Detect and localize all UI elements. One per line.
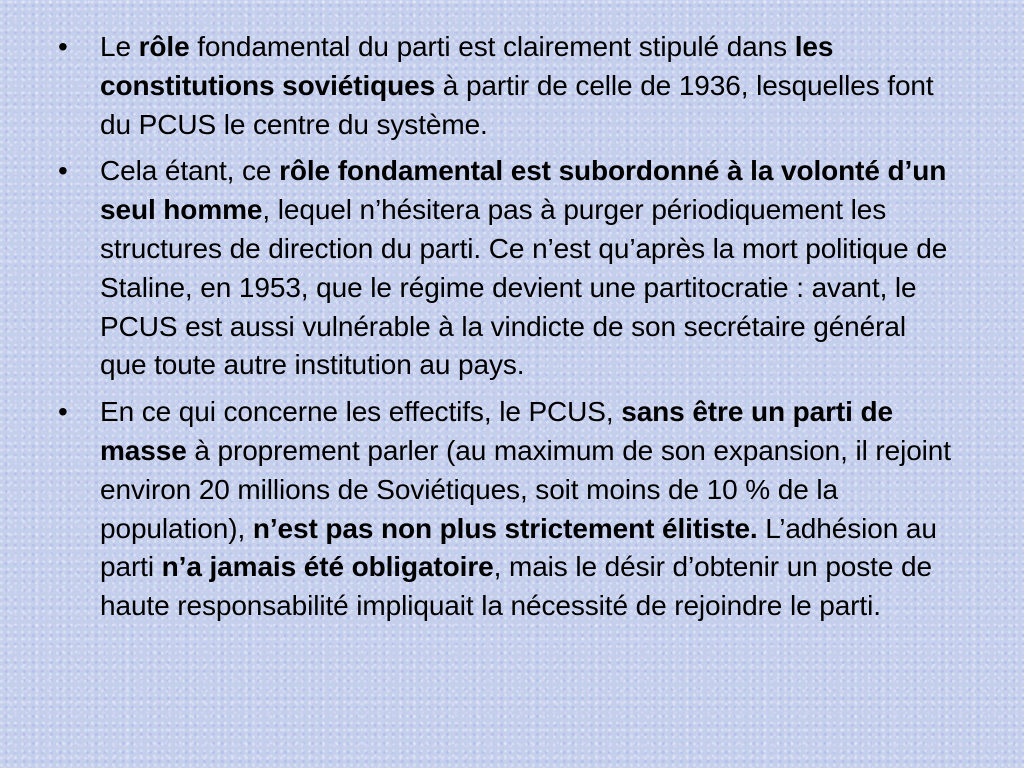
bullet-icon: • [58,396,68,428]
bullet-text-bold: n’est pas non plus strictement élitiste. [252,512,758,544]
bullet-text-bold: n’a jamais été obligatoire [161,551,494,583]
bullet-text-bold: rôle fondamental est subordonné à la volonté d’un seul homme [100,155,947,226]
bullet-item-3 [54,393,959,626]
bullet-icon: • [58,31,68,62]
bullet-text-run: L’adhésion au parti [100,512,937,583]
bullet-text-run: En ce qui concerne les effectifs, le PCUS, [100,396,622,428]
bullet-text-bold: sans être un parti de masse [100,396,893,466]
bullet-text-run: Le [100,31,139,62]
bullet-text-run: fondamental du parti est clairement stipulé dans [189,31,795,62]
bullet-text-run: Cela étant, ce [100,155,280,187]
bullet-list [54,28,959,626]
bullet-text-bold: les constitutions soviétiques [100,31,834,101]
bullet-text-run: à proprement parler (au maximum de son expansion, il rejoint environ 20 millions de Soviétiques, soit moins de 10 % de la population), [100,434,951,544]
bullet-icon: • [58,155,68,187]
bullet-text-run: à partir de celle de 1936, lesquelles font du PCUS le centre du système. [100,69,934,140]
bullet-item-2 [54,152,959,385]
slide-content [54,28,959,634]
bullet-text-run: , lequel n’hésitera pas à purger périodiquement les structures de direction du parti. Ce n’est qu’après la mort politique de Staline, en 1953, que le régime devient une partitocratie : avant, le PCUS est aussi vulnérable à la vindicte de son secrétaire général que toute autre institution au pays. [100,194,948,381]
bullet-item-1 [54,28,959,144]
bullet-text-bold: rôle [138,31,190,62]
bullet-text-run: , mais le désir d’obtenir un poste de haute responsabilité impliquait la nécessité de rejoindre le parti. [100,551,932,622]
